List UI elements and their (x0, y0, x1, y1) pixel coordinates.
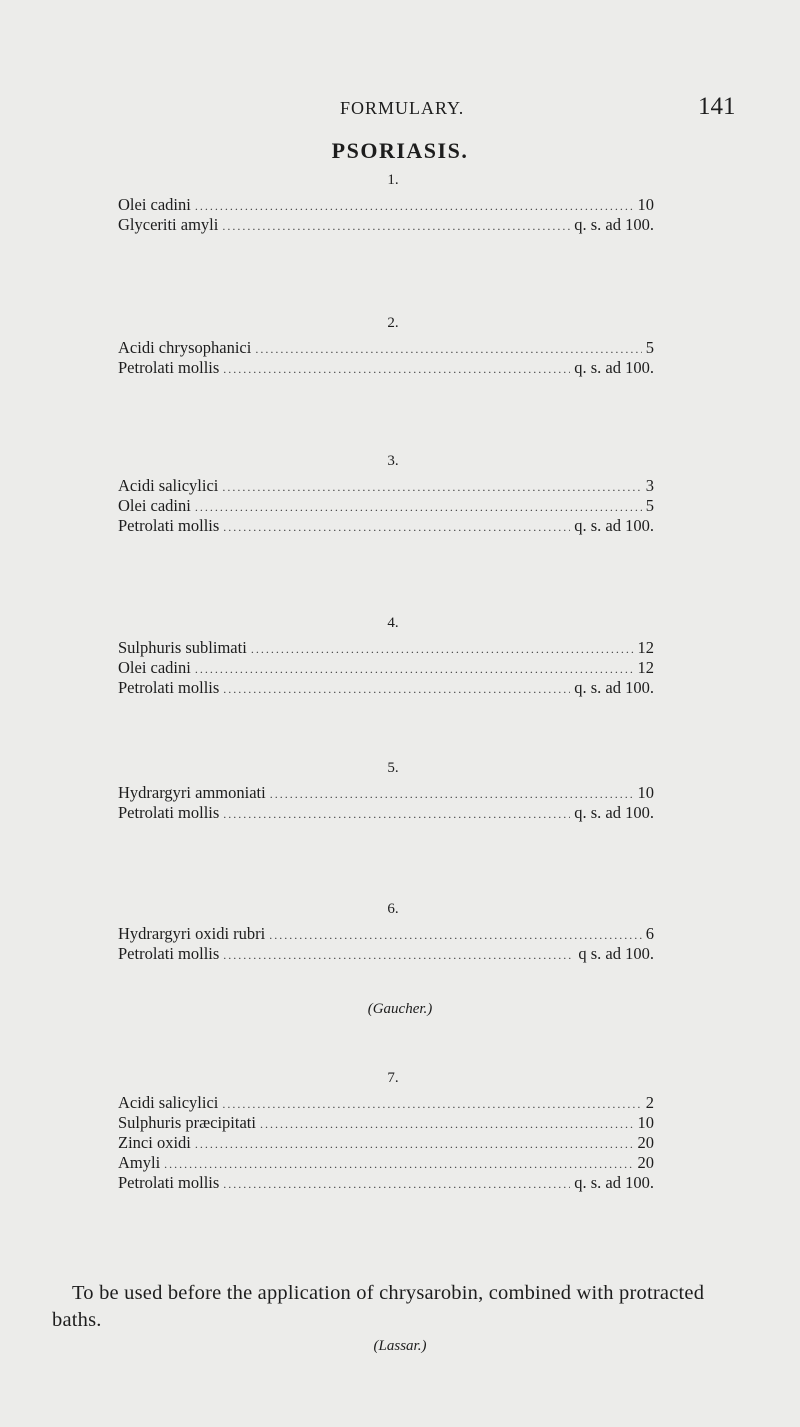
dot-leader (251, 639, 634, 659)
ingredient-quantity: q. s. ad 100. (574, 358, 654, 377)
ingredient-name: Petrolati mollis (118, 944, 220, 963)
ingredient-name: Petrolati mollis (118, 1173, 220, 1192)
dot-leader (222, 1094, 641, 1114)
ingredient-quantity: 12 (637, 658, 654, 677)
formula-4 (118, 615, 654, 698)
ingredient-line (118, 924, 654, 944)
ingredient-quantity: 10 (637, 1113, 654, 1132)
dot-leader (195, 497, 642, 517)
ingredient-name: Petrolati mollis (118, 358, 220, 377)
ingredient-line (118, 1133, 654, 1153)
ingredient-line (118, 803, 654, 823)
ingredient-name: Petrolati mollis (118, 803, 220, 822)
ingredient-line (118, 516, 654, 536)
running-title: FORMULARY. (340, 98, 465, 118)
dot-leader (223, 945, 574, 965)
section-title: PSORIASIS. (331, 138, 469, 163)
ingredient-name: Petrolati mollis (118, 678, 220, 697)
ingredient-quantity: 6 (645, 924, 654, 943)
ingredient-line (118, 638, 654, 658)
ingredient-quantity: q. s. ad 100. (574, 803, 654, 822)
attribution-gaucher: (Gaucher.) (367, 1001, 433, 1017)
dot-leader (222, 477, 641, 497)
formula-number: 2. (387, 315, 399, 331)
ingredient-name: Sulphuris sublimati (118, 638, 247, 657)
ingredient-name: Amyli (118, 1153, 161, 1172)
ingredient-line (118, 1153, 654, 1173)
ingredient-line (118, 1093, 654, 1113)
ingredient-line (118, 215, 654, 235)
ingredient-name: Olei cadini (118, 195, 191, 214)
ingredient-name: Glyceriti amyli (118, 215, 219, 234)
formula-number: 4. (387, 615, 399, 631)
formula-6 (118, 901, 654, 964)
dot-leader (164, 1154, 633, 1174)
formula-7 (118, 1070, 654, 1193)
usage-note: To be used before the application of chrysarobin, combined with protracted baths. (52, 1282, 705, 1331)
ingredient-quantity: 10 (637, 195, 654, 214)
ingredient-line (118, 338, 654, 358)
ingredient-name: Acidi salicylici (118, 476, 219, 495)
ingredient-name: Hydrargyri ammoniati (118, 783, 266, 802)
running-head (0, 93, 800, 122)
dot-leader (195, 659, 634, 679)
dot-leader (195, 196, 634, 216)
page-number: 141 (698, 93, 736, 120)
dot-leader (270, 784, 634, 804)
ingredient-quantity: q s. ad 100. (578, 944, 654, 963)
ingredient-line (118, 1173, 654, 1193)
ingredient-name: Sulphuris præcipitati (118, 1113, 256, 1132)
formula-number: 7. (387, 1070, 399, 1086)
ingredient-name: Olei cadini (118, 658, 191, 677)
ingredient-quantity: q. s. ad 100. (574, 215, 654, 234)
formula-number: 1. (387, 172, 399, 188)
dot-leader (255, 339, 641, 359)
ingredient-name: Acidi chrysophanici (118, 338, 252, 357)
ingredient-quantity: 3 (645, 476, 654, 495)
dot-leader (222, 216, 570, 236)
ingredient-line (118, 195, 654, 215)
dot-leader (223, 359, 570, 379)
ingredient-name: Olei cadini (118, 496, 191, 515)
dot-leader (223, 517, 570, 537)
formula-number: 6. (387, 901, 399, 917)
dot-leader (195, 1134, 634, 1154)
ingredient-quantity: 20 (637, 1133, 654, 1152)
ingredient-line (118, 658, 654, 678)
ingredient-line (118, 783, 654, 803)
ingredient-quantity: q. s. ad 100. (574, 516, 654, 535)
formula-1 (118, 172, 654, 235)
ingredient-line (118, 944, 654, 964)
ingredient-quantity: 5 (645, 496, 654, 515)
ingredient-name: Zinci oxidi (118, 1133, 191, 1152)
attribution-lassar: (Lassar.) (373, 1338, 427, 1354)
ingredient-line (118, 496, 654, 516)
dot-leader (223, 679, 570, 699)
formula-5 (118, 760, 654, 823)
ingredient-quantity: 12 (637, 638, 654, 657)
ingredient-line (118, 358, 654, 378)
dot-leader (260, 1114, 634, 1134)
ingredient-quantity: 10 (637, 783, 654, 802)
formula-3 (118, 453, 654, 536)
ingredient-name: Hydrargyri oxidi rubri (118, 924, 266, 943)
ingredient-line (118, 476, 654, 496)
ingredient-quantity: 5 (645, 338, 654, 357)
ingredient-name: Acidi salicylici (118, 1093, 219, 1112)
ingredient-quantity: q. s. ad 100. (574, 1173, 654, 1192)
ingredient-name: Petrolati mollis (118, 516, 220, 535)
dot-leader (223, 1174, 570, 1194)
formula-number: 3. (387, 453, 399, 469)
dot-leader (223, 804, 570, 824)
formula-2 (118, 315, 654, 378)
formula-number: 5. (387, 760, 399, 776)
ingredient-quantity: 2 (645, 1093, 654, 1112)
ingredient-line (118, 1113, 654, 1133)
ingredient-line (118, 678, 654, 698)
dot-leader (269, 925, 641, 945)
ingredient-quantity: q. s. ad 100. (574, 678, 654, 697)
ingredient-quantity: 20 (637, 1153, 654, 1172)
